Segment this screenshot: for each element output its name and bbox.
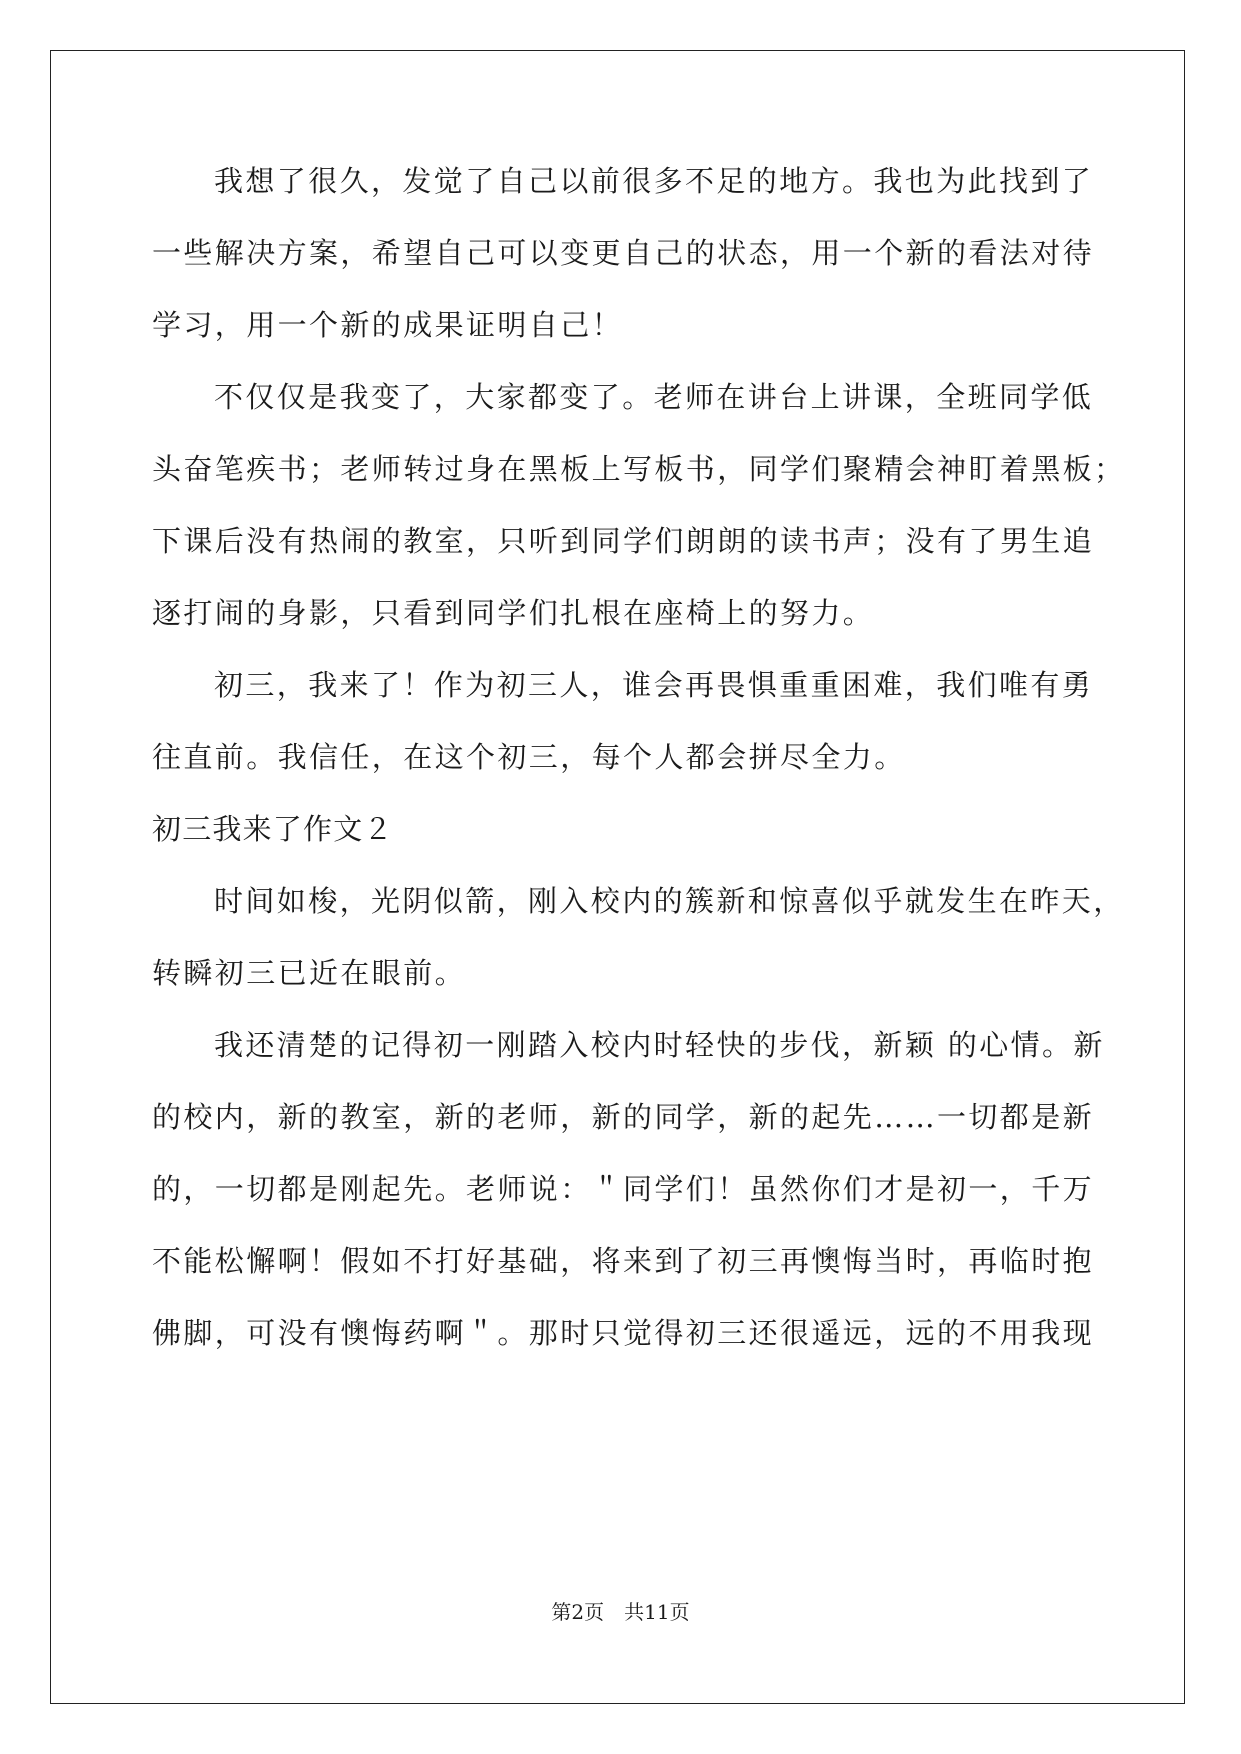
text-line-16: 不能松懈啊！假如不打好基础，将来到了初三再懊悔当时，再临时抱: [152, 1244, 1095, 1278]
text-line-6: 下课后没有热闹的教室，只听到同学们朗朗的读书声；没有了男生追: [152, 524, 1095, 558]
page-footer: [0, 1596, 1241, 1625]
text-line-13: 我还清楚的记得初一刚踏入校内时轻快的步伐，新颖 的心情。新: [214, 1028, 1105, 1062]
text-line-11: 时间如梭，光阴似箭，刚入校内的簇新和惊喜似乎就发生在昨天，: [214, 884, 1125, 918]
section-heading: 初三我来了作文２: [152, 812, 394, 846]
text-line-3: 学习，用一个新的成果证明自己！: [152, 308, 624, 342]
text-line-4: 不仅仅是我变了，大家都变了。老师在讲台上讲课，全班同学低: [214, 380, 1094, 414]
text-line-8: 初三，我来了！作为初三人，谁会再畏惧重重困难，我们唯有勇: [214, 668, 1094, 702]
text-line-1: 我想了很久，发觉了自己以前很多不足的地方。我也为此找到了: [214, 164, 1094, 198]
text-line-14: 的校内，新的教室，新的老师，新的同学，新的起先……一切都是新: [152, 1100, 1095, 1134]
text-line-9: 往直前。我信任，在这个初三，每个人都会拼尽全力。: [152, 740, 906, 774]
page-number: 第2页: [551, 1600, 605, 1624]
text-line-17: 佛脚，可没有懊悔药啊＂。那时只觉得初三还很遥远，远的不用我现: [152, 1316, 1095, 1350]
text-line-7: 逐打闹的身影，只看到同学们扎根在座椅上的努力。: [152, 596, 875, 630]
document-body: [152, 145, 1126, 1369]
text-line-15: 的，一切都是刚起先。老师说：＂同学们！虽然你们才是初一，千万: [152, 1172, 1095, 1206]
text-line-12: 转瞬初三已近在眼前。: [152, 956, 467, 990]
text-line-5: 头奋笔疾书；老师转过身在黑板上写板书，同学们聚精会神盯着黑板；: [152, 452, 1126, 486]
page-total: 共11页: [624, 1600, 690, 1624]
text-line-2: 一些解决方案，希望自己可以变更自己的状态，用一个新的看法对待: [152, 236, 1095, 270]
